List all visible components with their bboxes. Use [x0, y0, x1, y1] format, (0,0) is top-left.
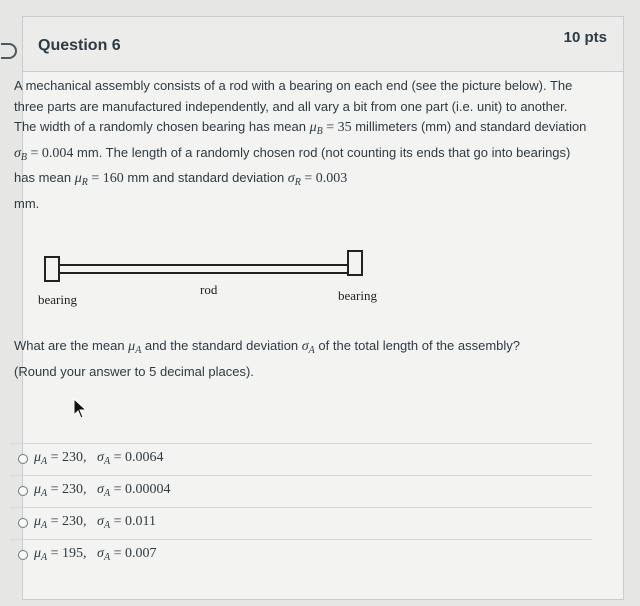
prompt-text-part: (Round your answer to 5 decimal places).: [14, 363, 254, 379]
question-title: Question 6: [38, 37, 121, 54]
back-arrow-icon[interactable]: [1, 43, 17, 59]
answer-label[interactable]: $\mu_A = 230$, $\sigma_A = 0.00004$: [34, 482, 171, 499]
answer-list: [10, 443, 592, 571]
question-text-part: mm.: [14, 195, 40, 211]
question-text-part: mm and standard deviation: [123, 170, 288, 185]
answer-option[interactable]: [10, 539, 592, 571]
math-sigma-a: $\sigma_A$: [301, 339, 315, 356]
radio-button[interactable]: [18, 454, 28, 464]
math-sigma-r: $\sigma_R = 0.003$: [287, 171, 348, 188]
math-sigma-b: $\sigma_B = 0.004$: [14, 145, 74, 163]
question-text: [14, 76, 588, 214]
right-bearing-shape: [348, 251, 362, 275]
label-rod: rod: [200, 282, 218, 297]
prompt-text-part: What are the mean: [14, 338, 129, 353]
math-mu-a: $\mu_A$: [128, 339, 142, 356]
radio-button[interactable]: [18, 486, 28, 496]
radio-button[interactable]: [18, 518, 28, 528]
rod-bearing-diagram: [10, 238, 377, 308]
math-mu-r: $\mu_R = 160$: [74, 171, 124, 188]
question-header: [23, 17, 623, 72]
prompt-text-part: and the standard deviation: [141, 338, 302, 353]
question-prompt: [14, 336, 588, 382]
radio-button[interactable]: [18, 550, 28, 560]
prompt-text-part: of the total length of the assembly?: [314, 338, 521, 353]
question-text-part: millimeters (mm) and standard deviation: [351, 119, 587, 134]
math-mu-b: $\mu_B = 35$: [309, 120, 352, 137]
answer-label[interactable]: $\mu_A = 230$, $\sigma_A = 0.011$: [34, 514, 156, 531]
label-bearing-right: bearing: [338, 288, 377, 303]
answer-option[interactable]: [10, 475, 592, 507]
question-text-part: mm. The length of a randomly chosen rod (not counting its ends that go into bearings) has mean: [14, 144, 571, 185]
mouse-cursor-icon: [72, 398, 88, 420]
answer-label[interactable]: $\mu_A = 230$, $\sigma_A = 0.0064$: [34, 450, 164, 467]
question-points: 10 pts: [563, 29, 607, 46]
label-bearing-left: bearing: [38, 292, 77, 307]
question-text-part: A mechanical assembly consists of a rod with a bearing on each end (see the picture below). The three parts are manufactured independently, and all vary a bit from one part (i.e. unit) to another. The width of a randomly chosen bearing has mean: [14, 78, 573, 134]
answer-option[interactable]: [10, 443, 592, 475]
left-bearing-shape: [45, 257, 59, 281]
answer-label[interactable]: $\mu_A = 195$, $\sigma_A = 0.007$: [34, 546, 157, 563]
answer-option[interactable]: [10, 507, 592, 539]
